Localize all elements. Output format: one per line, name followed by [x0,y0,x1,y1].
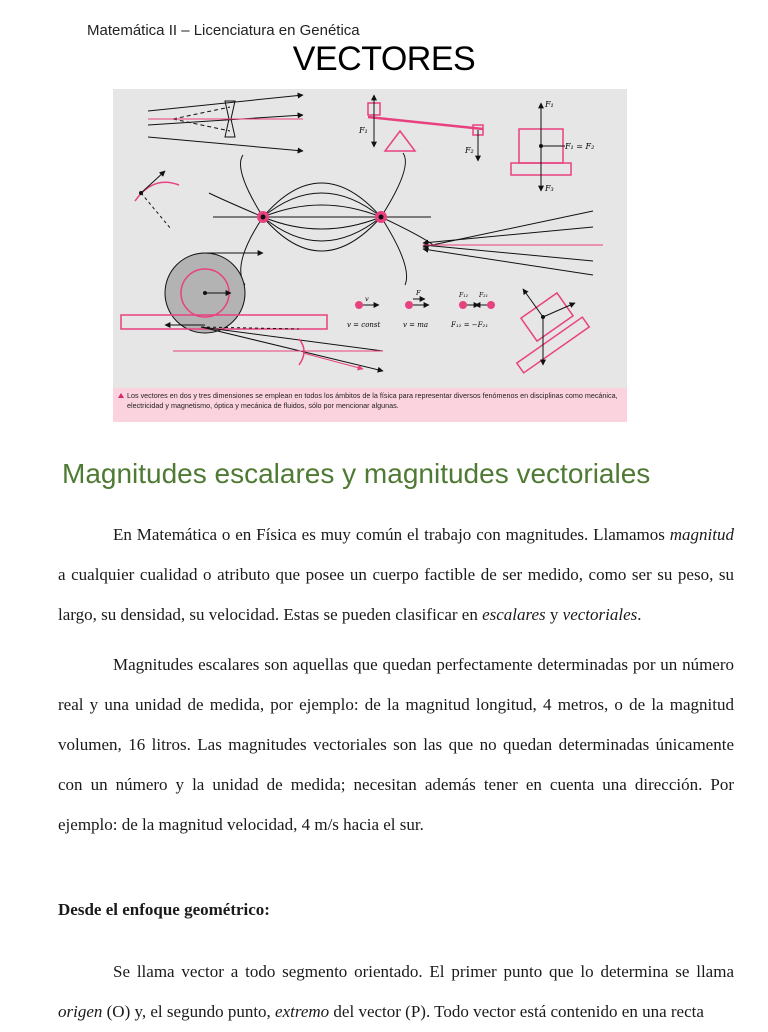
p3-text-e: del vector (P). Todo vector está contenido en una recta [329,1002,704,1021]
section-heading: Magnitudes escalares y magnitudes vectoriales [62,458,651,489]
particle-diagrams [355,299,495,309]
paragraph-scalar-vector: Magnitudes escalares son aquellas que quedan perfectamente determinadas por un número real y una unidad de medida, por ejemplo: de la magnitud longitud, 4 metros, o de la magnitud volumen, 16 litros. Las magnitudes vectoriales son las que no quedan determinadas únicamente con un número y la unidad de medida; necesitan además tener en cuenta una dirección. Por ejemplo: de la magnitud velocidad, 4 m/s hacia el sur. [58,655,734,834]
course-header: Matemática II – Licenciatura en Genética [87,22,360,39]
page-title: VECTORES [292,40,476,78]
label-v-ma: v = ma [403,321,429,329]
label-f1-eq-f2: F₁ = F₂ [565,142,595,151]
label-f12-short: F₁₂ [459,292,468,299]
rotating-disc [121,253,327,333]
physics-vectors-figure [113,89,627,422]
trajectory-vector [135,171,179,229]
label-f21-short: F₂₁ [479,292,488,299]
label-f1: F₁ [359,126,368,135]
paragraph-magnitudes [58,515,734,635]
p3-text-a: Se llama vector a todo segmento orientado. El primer punto que lo determina se llama [113,962,734,981]
figure-illustration [113,89,627,388]
inclined-blocks [517,289,589,373]
label-f3: F₃ [545,184,554,193]
lens-ray-diagram [148,95,303,151]
converging-rays [423,211,603,275]
p1-text-c: a cualquier cualidad o atributo que posee un cuerpo factible de ser medido, como ser su peso, su largo, su densidad, su velocidad. Estas se pueden clasificar en [58,565,734,624]
dipole-field-lines [209,153,433,285]
p3-term-extremo: extremo [275,1002,330,1021]
p3-text-c: (O) y, el segundo punto, [102,1002,276,1021]
label-f2: F₂ [465,146,474,155]
figure-caption [113,388,627,422]
label-f12: F₁₂ = −F₂₁ [451,321,489,329]
label-v-1: v [365,295,369,303]
p3-term-origen: origen [58,1002,103,1021]
paragraph-vector-definition [58,952,734,1032]
p1-text-a: En Matemática o en Física es muy común el trabajo con magnitudes. Llamamos [113,525,670,544]
block-forces-diagram [511,103,571,191]
subheading-geometric: Desde el enfoque geométrico: [58,900,270,919]
label-v-const: v = const [347,321,381,329]
label-f1-block: F₁ [545,100,554,109]
figure-caption-text: Los vectores en dos y tres dimensiones se emplean en todos los ámbitos de la física para representar diversos fenómenos en disciplinas como mecánica, electricidad y magnetismo, óptica y mecánica de fluidos, sólo por mencionar algunas. [127,391,618,410]
caption-triangle-icon [118,393,124,398]
p1-term-escalares: escalares [482,605,546,624]
p1-term-magnitud: magnitud [669,525,734,544]
bottom-lens-rays [173,327,383,371]
label-f: F [416,289,421,297]
p1-text-e: y [545,605,563,624]
p1-text-g: . [637,605,642,624]
p1-term-vectoriales: vectoriales [562,605,638,624]
